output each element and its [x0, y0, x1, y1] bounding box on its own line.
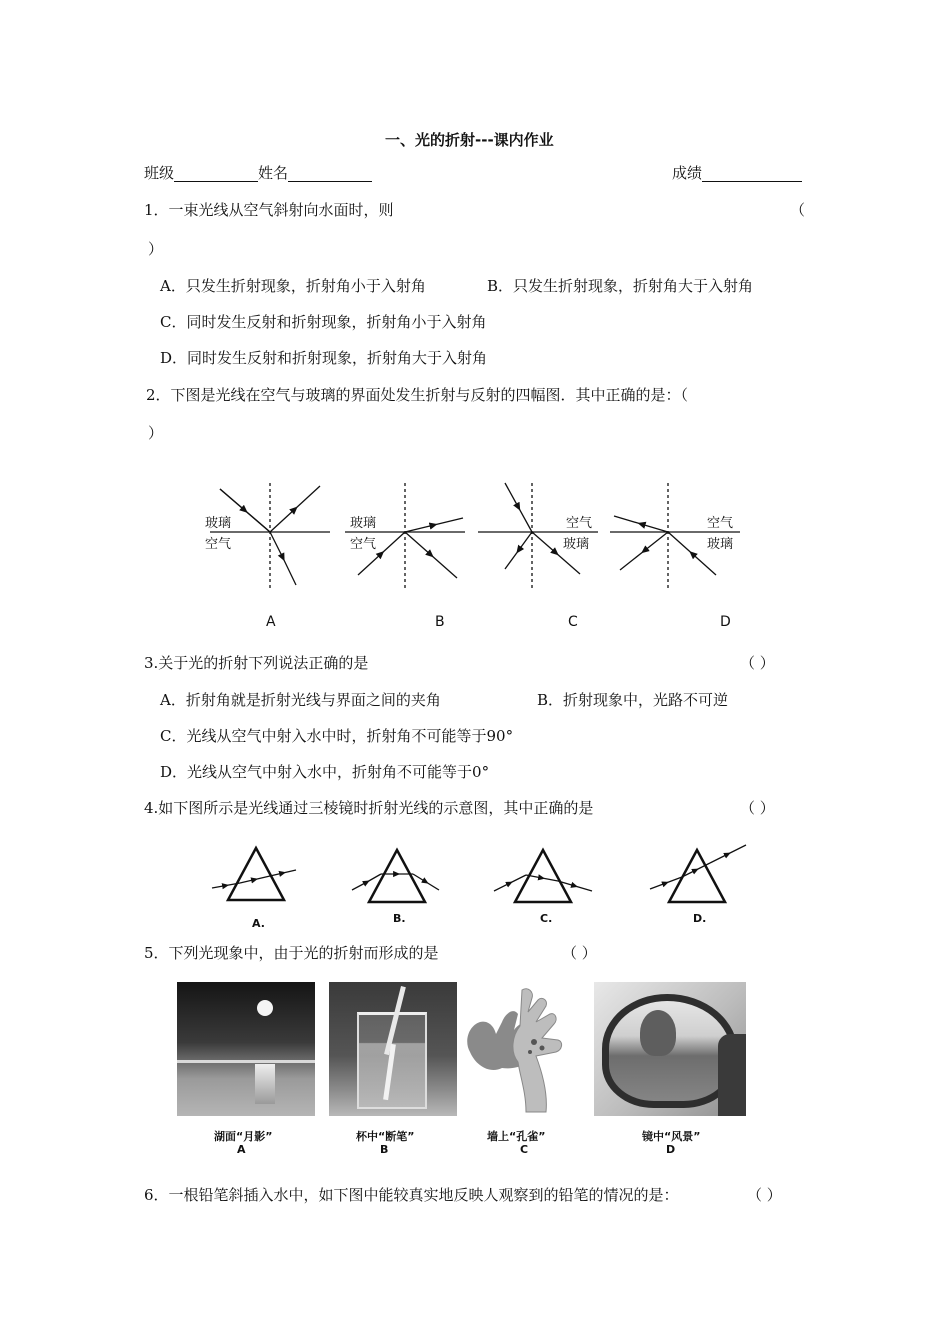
q5-caption-d: 镜中“风景”	[642, 1130, 701, 1143]
q1-paren-open: （	[790, 201, 806, 219]
q2-a-label-glass: 玻璃	[205, 516, 232, 531]
q2-c-label-air: 空气	[566, 516, 593, 531]
q1-option-c[interactable]: C．同时发生反射和折射现象，折射角小于入射角	[160, 313, 487, 331]
q4-figure	[205, 840, 755, 932]
q2-b-label-air: 空气	[350, 537, 377, 552]
header-row	[144, 164, 372, 182]
q5-caption-c: 墙上“孔雀”	[487, 1130, 546, 1143]
q1-option-a[interactable]: A．只发生折射现象，折射角小于入射角	[160, 277, 426, 295]
q5-letter-a: A	[237, 1143, 246, 1156]
q3-option-b[interactable]: B．折射现象中，光路不可逆	[537, 691, 729, 709]
q2-d-label-glass: 玻璃	[707, 537, 734, 552]
q5-photo-a-moon-reflection[interactable]	[177, 982, 315, 1116]
q4-letter-c: C.	[540, 912, 553, 925]
q4-prism-a[interactable]	[212, 848, 296, 900]
q4-prism-d[interactable]	[650, 845, 746, 902]
q3-option-c[interactable]: C．光线从空气中射入水中时，折射角不可能等于90°	[160, 727, 514, 745]
class-label: 班级	[144, 164, 175, 182]
q4-letter-a: A.	[252, 917, 265, 930]
q3-stem: 3.关于光的折射下列说法正确的是	[144, 654, 369, 672]
name-label: 姓名	[258, 164, 289, 182]
q2-diagram-d[interactable]	[610, 483, 740, 588]
q5-letter-c: C	[520, 1143, 529, 1156]
q2-c-label-glass: 玻璃	[563, 537, 590, 552]
score-row	[672, 164, 802, 182]
q2-paren-close: ）	[148, 424, 164, 442]
moon-reflection-streak	[255, 1064, 275, 1104]
q4-stem: 4.如下图所示是光线通过三棱镜时折射光线的示意图，其中正确的是	[144, 799, 594, 817]
q2-b-label-glass: 玻璃	[350, 516, 377, 531]
q2-diagram-b[interactable]	[345, 483, 465, 588]
q5-photo-d-mirror[interactable]	[594, 982, 746, 1116]
q2-a-label-air: 空气	[205, 537, 232, 552]
q1-stem: 1．一束光线从空气斜射向水面时，则	[144, 201, 394, 219]
q5-photo-c-hand-shadow[interactable]	[462, 982, 582, 1116]
q2-letter-b: B	[435, 614, 445, 630]
q2-letter-d: D	[720, 614, 731, 630]
q5-letter-d: D	[666, 1143, 676, 1156]
q3-option-a[interactable]: A．折射角就是折射光线与界面之间的夹角	[160, 691, 441, 709]
q6-stem: 6．一根铅笔斜插入水中，如下图中能较真实地反映人观察到的铅笔的情况的是：	[144, 1186, 679, 1204]
q5-caption-a: 湖面“月影”	[214, 1130, 273, 1143]
q2-d-label-air: 空气	[707, 516, 734, 531]
q2-diagram-a[interactable]	[210, 483, 330, 588]
q5-paren: （ ）	[562, 944, 597, 962]
q5-stem: 5．下列光现象中，由于光的折射而形成的是	[144, 944, 439, 962]
tree-reflection	[640, 1010, 676, 1056]
q5-photo-b-broken-pencil[interactable]	[329, 982, 457, 1116]
q1-paren-close: ）	[148, 240, 164, 258]
hand-shadow-icon	[462, 982, 582, 1116]
q3-paren: （ ）	[740, 654, 775, 672]
q4-prism-c[interactable]	[494, 850, 592, 902]
page-title: 一、光的折射---课内作业	[385, 131, 554, 149]
car-door-edge	[718, 1034, 746, 1116]
q1-option-d[interactable]: D．同时发生反射和折射现象，折射角大于入射角	[160, 349, 488, 367]
q2-letter-c: C	[568, 614, 578, 630]
moon-icon	[257, 1000, 273, 1016]
q2-diagram-c[interactable]	[478, 483, 598, 588]
q3-option-d[interactable]: D．光线从空气中射入水中，折射角不可能等于0°	[160, 763, 490, 781]
q2-stem: 2．下图是光线在空气与玻璃的界面处发生折射与反射的四幅图．其中正确的是：（	[146, 386, 689, 404]
q4-prism-b[interactable]	[352, 850, 439, 902]
q4-letter-b: B.	[393, 912, 406, 925]
class-blank[interactable]	[174, 166, 258, 182]
q4-paren: （ ）	[740, 799, 775, 817]
score-label: 成绩	[672, 164, 703, 182]
q5-letter-b: B	[380, 1143, 389, 1156]
q6-paren: （ ）	[747, 1186, 782, 1204]
q5-caption-b: 杯中“断笔”	[356, 1130, 415, 1143]
horizon-line	[177, 1060, 315, 1063]
q4-letter-d: D.	[693, 912, 707, 925]
q2-figure	[195, 475, 755, 635]
q2-letter-a: A	[266, 614, 276, 630]
q1-option-b[interactable]: B．只发生折射现象，折射角大于入射角	[487, 277, 754, 295]
name-blank[interactable]	[288, 166, 372, 182]
score-blank[interactable]	[702, 166, 802, 182]
